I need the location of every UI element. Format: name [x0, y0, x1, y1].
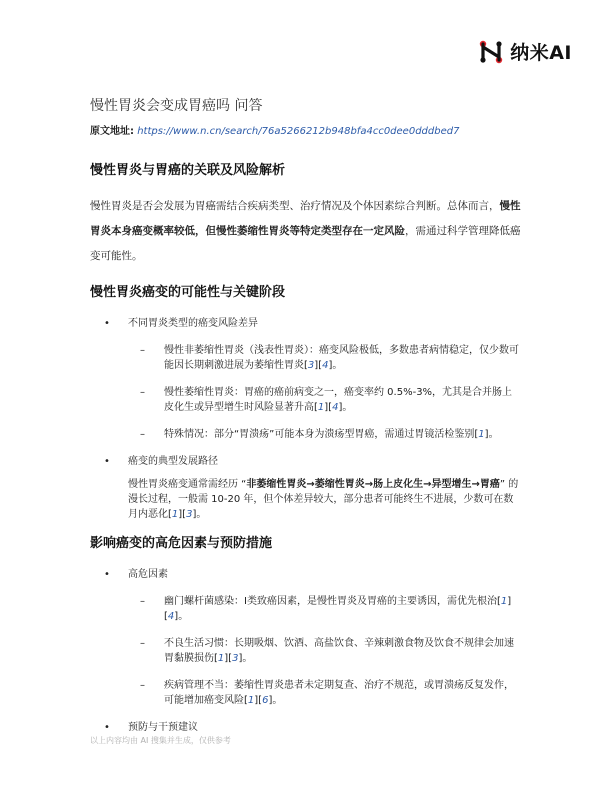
footer-disclaimer: 以上内容均由 AI 搜集并生成，仅供参考 — [90, 736, 231, 745]
citation-link[interactable]: 1 — [171, 509, 179, 520]
sub-item-end: 。 — [332, 360, 343, 371]
citation-link[interactable]: 3 — [232, 653, 239, 664]
list-item-label: 癌变的典型发展路径 — [128, 456, 218, 467]
bullet-icon: • — [104, 722, 110, 733]
brand-name: 纳米AI — [510, 42, 572, 64]
citation-link[interactable]: 1 — [317, 402, 325, 413]
dash-icon: – — [140, 638, 145, 649]
citation-link[interactable]: 1 — [478, 429, 485, 440]
summary-text-a: 慢性胃炎是否会发展为胃癌需结合疾病类型、治疗情况及个体因素综合判断。总体而言， — [90, 200, 500, 212]
sub-list — [128, 594, 522, 708]
summary-paragraph — [90, 194, 522, 269]
sub-list-item: – 疾病管理不当：萎缩性胃炎患者未定期复查、治疗不规范，或胃溃疡反复发作，可能增加癌变风险[1][6]。 — [140, 680, 514, 706]
sub-item-end: 。 — [242, 653, 253, 664]
sub-item-text: 不良生活习惯：长期吸烟、饮酒、高盐饮食、辛辣刺激食物及饮食不规律会加速胃黏膜损伤 — [164, 638, 514, 664]
citation-link[interactable]: 1 — [217, 653, 225, 664]
sub-list — [128, 343, 522, 442]
dash-icon: – — [140, 345, 145, 356]
citation-link[interactable]: 1 — [500, 596, 508, 607]
section-heading-1: 慢性胃炎与胃癌的关联及风险解析 — [90, 163, 286, 178]
citation-link[interactable]: 3 — [307, 360, 315, 371]
source-line — [90, 125, 522, 139]
list-item — [90, 316, 522, 442]
sub-item-end: 。 — [272, 695, 283, 706]
list-item — [90, 720, 522, 735]
sub-item-text: 幽门螺杆菌感染：Ⅰ类致癌因素，是慢性胃炎及胃癌的主要诱因，需优先根治 — [164, 596, 497, 607]
nami-logo-icon — [478, 39, 504, 65]
sub-item-end: 。 — [342, 402, 353, 413]
citation-link[interactable]: 4 — [167, 611, 175, 622]
dash-icon: – — [140, 429, 145, 440]
sub-item-text: 慢性萎缩性胃炎：胃癌的癌前病变之一，癌变率约 0.5%-3%，尤其是合并肠上皮化生或异型增生时风险显著升高 — [164, 387, 513, 413]
sub-list-item: – 慢性萎缩性胃炎：胃癌的癌前病变之一，癌变率约 0.5%-3%，尤其是合并肠上皮化生或异型增生时风险显著升高[1][4]。 — [140, 387, 513, 413]
sub-list-item: – 慢性非萎缩性胃炎（浅表性胃炎）：癌变风险极低，多数患者病情稳定，仅少数可能因长期刺激进展为萎缩性胃炎[3][4]。 — [140, 345, 519, 371]
citation-link[interactable]: 3 — [186, 509, 193, 520]
path-end: 。 — [196, 509, 207, 520]
source-label: 原文地址: — [90, 126, 134, 137]
sub-list-item: – 幽门螺杆菌感染：Ⅰ类致癌因素，是慢性胃炎及胃癌的主要诱因，需优先根治[1][4]。 — [140, 596, 512, 622]
bullet-icon: • — [104, 318, 110, 329]
dash-icon: – — [140, 387, 145, 398]
sub-list-item: – 不良生活习惯：长期吸烟、饮酒、高盐饮食、辛辣刺激食物及饮食不规律会加速胃黏膜损伤[1][3]。 — [140, 638, 514, 664]
sub-item-text: 特殊情况：部分“胃溃疡”可能本身为溃疡型胃癌，需通过胃镜活检鉴别 — [164, 429, 475, 440]
list-item-label: 预防与干预建议 — [128, 722, 198, 733]
section-3-list — [90, 567, 522, 735]
brand-logo — [478, 38, 572, 65]
sub-item-end: 。 — [488, 429, 499, 440]
dash-icon: – — [140, 680, 145, 691]
sub-list-item: – 特殊情况：部分“胃溃疡”可能本身为溃疡型胃癌，需通过胃镜活检鉴别[1]。 — [140, 429, 499, 440]
sub-item-end: 。 — [178, 611, 189, 622]
citation-link[interactable]: 6 — [262, 695, 269, 706]
path-text-a: 慢性胃炎癌变通常需经历 “ — [128, 479, 247, 490]
section-heading-2: 慢性胃炎癌变的可能性与关键阶段 — [90, 285, 286, 300]
section-heading-3: 影响癌变的高危因素与预防措施 — [90, 536, 273, 551]
sub-item-text: 慢性非萎缩性胃炎（浅表性胃炎）：癌变风险极低，多数患者病情稳定，仅少数可能因长期刺激进展为萎缩性胃炎 — [164, 345, 519, 371]
citation-link[interactable]: 1 — [247, 695, 255, 706]
document-body — [90, 95, 522, 745]
path-description: 慢性胃炎癌变通常需经历 “非萎缩性胃炎→萎缩性胃炎→肠上皮化生→异型增生→胃癌” 的漫长过程，一般需 10-20 年，但个体差异较大，部分患者可能终生不进展，少数可在数月内恶化[1][3]。 — [128, 479, 519, 520]
sub-item-text: 疾病管理不当：萎缩性胃炎患者未定期复查、治疗不规范，或胃溃疡反复发作，可能增加癌变风险 — [164, 680, 514, 706]
list-item-label: 不同胃炎类型的癌变风险差异 — [128, 318, 258, 329]
list-item — [90, 454, 522, 522]
bullet-icon: • — [104, 569, 110, 580]
path-text-b: ” 的漫长过程，一般需 10-20 年，但个体差异较大，部分患者可能终生不进展，少数可在数月内恶化 — [128, 479, 519, 520]
source-link[interactable]: https://www.n.cn/search/76a5266212b948bfa4cc0dee0dddbed7 — [137, 126, 460, 137]
bullet-icon: • — [104, 456, 110, 467]
summary-text-c: ，需通过科学管理降低癌变可能性。 — [90, 225, 521, 262]
list-item-label: 高危因素 — [128, 569, 168, 580]
list-item — [90, 567, 522, 708]
page-title: 慢性胃炎会变成胃癌吗 问答 — [90, 98, 263, 114]
citation-link[interactable]: 4 — [322, 360, 329, 371]
citation-link[interactable]: 4 — [332, 402, 339, 413]
path-stages: 非萎缩性胃炎→萎缩性胃炎→肠上皮化生→异型增生→胃癌 — [246, 479, 500, 490]
section-2-list — [90, 316, 522, 522]
summary-key-point: 慢性胃炎本身癌变概率较低，但慢性萎缩性胃炎等特定类型存在一定风险 — [90, 200, 521, 237]
dash-icon: – — [140, 596, 145, 607]
